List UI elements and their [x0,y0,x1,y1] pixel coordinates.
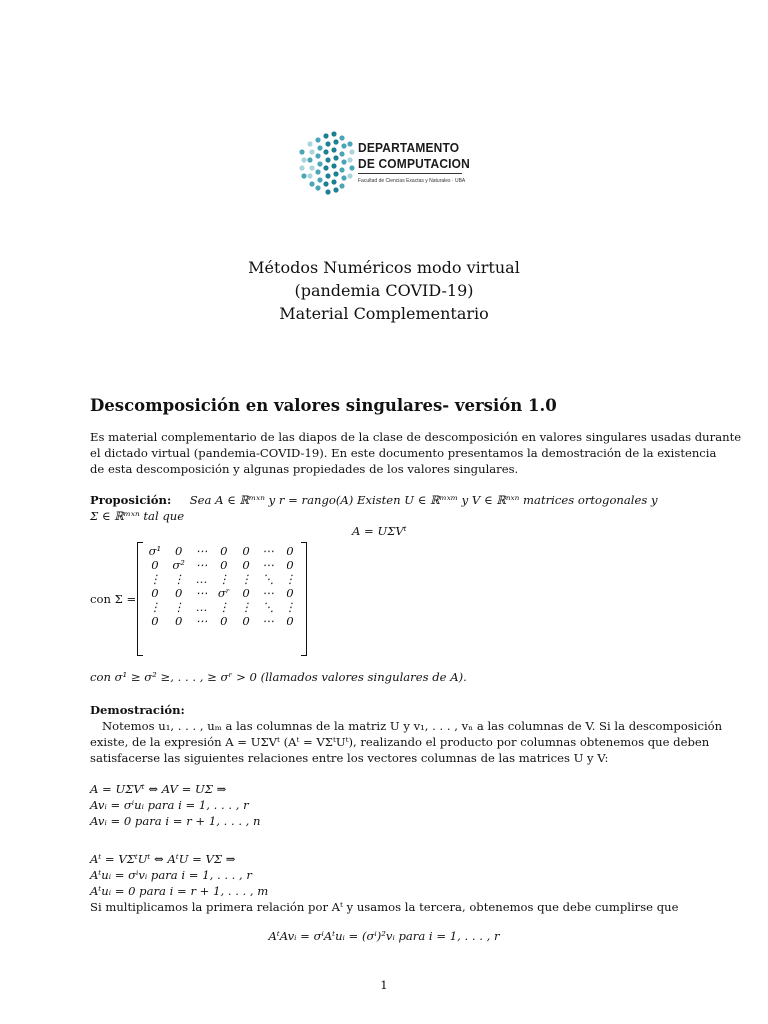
logo-dot [315,185,320,190]
relations-block-2 [90,851,680,915]
singular-values-condition: con σ¹ ≥ σ² ≥, . . . , ≥ σʳ > 0 (llamados valores singulares de A). [90,670,467,684]
matrix-cell: 0 [220,614,228,628]
title-line-3: Material Complementario [279,304,489,323]
logo-dot [315,153,320,158]
matrix-row [143,558,301,572]
logo-dot [307,173,312,178]
logo-dot [339,151,344,156]
logo-dot [347,173,352,178]
relation-line: Aᵗuᵢ = σⁱvᵢ para i = 1, . . . , r [90,868,252,882]
relation-line: Aᵗuᵢ = 0 para i = r + 1, . . . , m [90,884,269,898]
matrix-cell: ⋮ [172,600,185,614]
logo-dot [317,177,322,182]
relation-line: Aᵗ = VΣᵗUᵗ ⇔ AᵗU = VΣ ⇒ [90,852,236,866]
matrix-cell: 0 [286,586,294,600]
document-title [0,256,768,325]
logo-dot [301,173,306,178]
logo-rule [358,173,462,174]
matrix-cell: ⋮ [284,600,296,614]
logo-dot [317,145,322,150]
matrix-cell: σ² [172,558,185,572]
logo-dot [315,137,320,142]
relation-line: Si multiplicamos la primera relación por Aᵗ y usamos la tercera, obtenemos que debe cumplirse que [90,900,679,914]
logo-line-2: DE COMPUTACION [358,156,470,171]
matrix-cell: ⋯ [195,558,208,572]
svd-equation: A = UΣVᵗ [352,524,407,538]
logo-dot [301,157,306,162]
logo-dot [339,167,344,172]
logo-dot [323,133,328,138]
matrix-cell: ⋮ [218,600,230,614]
matrix-right-bracket [301,542,307,656]
matrix-cell: ⋮ [172,572,185,586]
logo-dot [331,163,336,168]
logo-dot [333,187,338,192]
matrix-cell: 0 [220,544,228,558]
relations-block-1 [90,781,680,829]
logo-dot [325,141,330,146]
logo-dot [347,141,352,146]
matrix-cell: 0 [286,544,294,558]
con-sigma-label: con Σ = [90,592,137,606]
logo-line-3: Facultad de Ciencias Exactas y Naturales · UBA [358,178,466,184]
matrix-cell: 0 [174,586,183,600]
logo-dot [299,165,304,170]
proof [90,702,723,766]
proof-line: satisfacerse las siguientes relaciones entre los vectores columnas de las matrices U y V: [90,751,609,765]
matrix-row [143,572,301,586]
final-equation: AᵗAvᵢ = σⁱAᵗuᵢ = (σⁱ)²vᵢ para i = 1, . . . , r [268,929,500,943]
matrix-cell: ⋯ [195,614,208,628]
proof-label: Demostración: [90,703,185,717]
matrix-cell: 0 [242,558,250,572]
matrix-row [143,614,301,628]
logo-dot [325,173,330,178]
matrix-cell: 0 [242,586,250,600]
logo-dot [323,149,328,154]
logo-dot [331,179,336,184]
matrix-cell: σʳ [217,586,230,600]
matrix-cell: 0 [151,586,159,600]
logo-dot [307,157,312,162]
matrix-cell: … [195,600,208,614]
matrix-cell: ⋯ [262,614,274,628]
matrix-cell: ⋯ [195,544,208,558]
logo-dot [341,175,346,180]
intro-line: el dictado virtual (pandemia-COVID-19). En este documento presentamos la demostración de la existencia [90,446,717,460]
logo-dot [331,147,336,152]
section-heading: Descomposición en valores singulares- versión 1.0 [90,396,557,415]
matrix-cell: ⋯ [262,586,274,600]
page-number: 1 [380,978,388,992]
intro-line: de esta descomposición y algunas propiedades de los valores singulares. [90,462,519,476]
matrix-cell: ⋱ [262,572,274,586]
logo-dot [333,139,338,144]
title-line-1: Métodos Numéricos modo virtual [248,258,520,277]
matrix-cell: 0 [151,614,159,628]
dots-logo-icon [296,130,356,202]
matrix-cell: ⋯ [262,544,274,558]
logo-dot [309,149,314,154]
matrix-cell: ⋯ [195,586,208,600]
matrix-cell: ⋮ [240,600,252,614]
logo-dot [339,183,344,188]
logo-dot [309,165,314,170]
matrix-cell: 0 [220,558,228,572]
matrix-cell: … [195,572,208,586]
intro-paragraph [90,429,742,477]
logo-dot [307,141,312,146]
sigma-matrix [137,542,307,654]
logo-dot [323,165,328,170]
matrix-cell: 0 [242,544,250,558]
proposition-label: Proposición: [90,493,172,507]
matrix-cell: 0 [242,614,250,628]
logo-dot [333,171,338,176]
matrix-cell: ⋮ [218,572,230,586]
matrix-cell: ⋱ [262,600,274,614]
logo-dot [341,143,346,148]
matrix-cell: σ¹ [148,544,162,558]
logo-line-1: DEPARTAMENTO [358,140,460,155]
matrix-cell: ⋮ [149,600,161,614]
title-line-2: (pandemia COVID-19) [294,281,474,300]
matrix-cell: 0 [174,614,183,628]
matrix-cell: ⋮ [240,572,252,586]
relation-line: Avᵢ = 0 para i = r + 1, . . . , n [90,814,261,828]
matrix-cell: 0 [151,558,159,572]
proposition-statement: Sea A ∈ ℝᵐˣⁿ y r = rango(A) Existen U ∈ ℝᵐˣᵐ y V ∈ ℝⁿˣⁿ matrices ortogonales y [189,493,658,507]
logo-dot [325,189,330,194]
logo-dot [299,149,304,154]
proof-line: Notemos u₁, . . . , uₘ a las columnas de la matriz U y v₁, . . . , vₙ a las columnas de V. Si la descomposición [102,719,723,733]
logo-dot [325,157,330,162]
intro-line: Es material complementario de las diapos de la clase de descomposición en valores singulares usadas durante [90,430,742,444]
logo-dot [317,161,322,166]
proposition [90,492,680,524]
matrix-cell: 0 [286,614,294,628]
matrix-cell: ⋯ [262,558,274,572]
logo-dot [349,165,354,170]
matrix-cell: ⋮ [284,572,296,586]
matrix-cell: 0 [174,544,183,558]
matrix-row [143,544,301,558]
logo-dot [309,181,314,186]
matrix-row [143,586,301,600]
logo-dot [331,131,336,136]
relation-line: Avᵢ = σⁱuᵢ para i = 1, . . . , r [90,798,249,812]
logo-dot [349,149,354,154]
logo-dot [347,157,352,162]
matrix-cell: ⋮ [149,572,161,586]
logo-dot [323,181,328,186]
relation-line: A = UΣVᵗ ⇔ AV = UΣ ⇒ [90,782,227,796]
logo-dot [333,155,338,160]
matrix-cell: 0 [286,558,294,572]
matrix-row [143,600,301,614]
logo-dot [315,169,320,174]
department-logo [296,130,496,202]
logo-dot [341,159,346,164]
logo-dot [339,135,344,140]
proposition-statement-2: Σ ∈ ℝᵐˣⁿ tal que [90,509,185,523]
proof-line: existe, de la expresión A = UΣVᵗ (Aᵗ = VΣᵗUᵗ), realizando el producto por columnas obtenemos que deben [90,735,710,749]
